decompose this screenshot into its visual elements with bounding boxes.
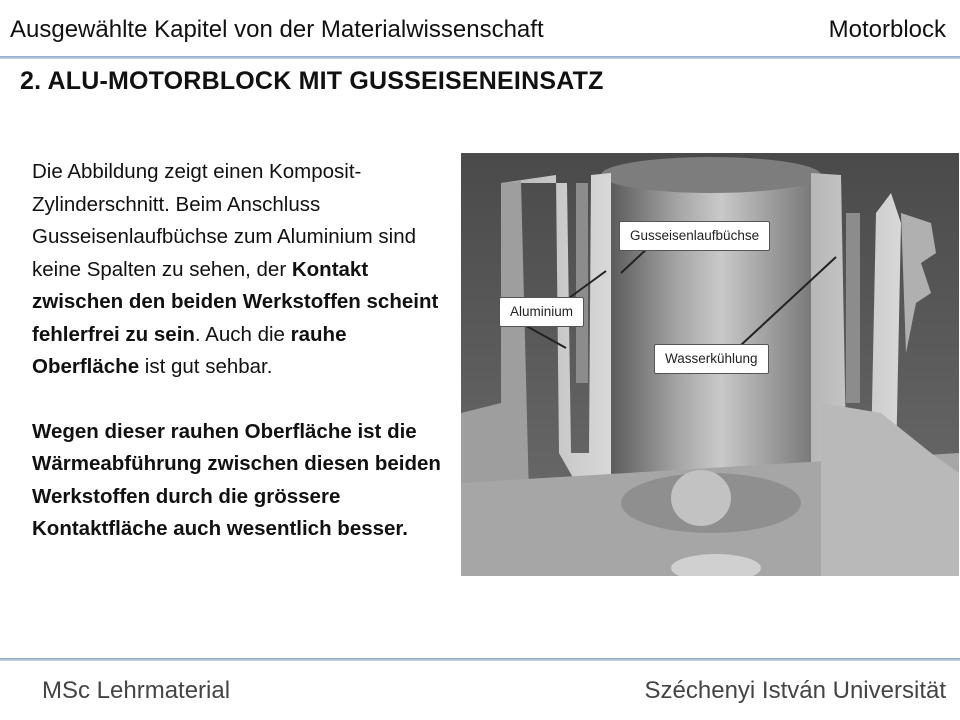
topic-title: Motorblock (828, 16, 946, 43)
footer-left-text: MSc Lehrmaterial (42, 677, 231, 704)
course-title: Ausgewählte Kapitel von der Materialwissenschaft (10, 16, 544, 43)
header-divider (0, 56, 960, 59)
slide-title: 2. ALU-MOTORBLOCK MIT GUSSEISENEINSATZ (20, 67, 604, 95)
footer-divider (0, 658, 960, 661)
label-wasserkuehlung: Wasserkühlung (654, 344, 769, 374)
cylinder-section-photo (461, 153, 959, 576)
para1-bold-contact: Kontakt zwischen den beiden Werkstoffen scheint fehlerfrei zu sein (32, 257, 439, 346)
label-gusseisenlaufbuechse: Gusseisenlaufbüchse (619, 221, 770, 251)
para2-bold: Wegen dieser rauhen Oberfläche ist die Wärmeabführung zwischen diesen beiden Werkstoffen durch die grössere Kontaktfläche auch wesentlich besser. (32, 419, 441, 540)
para1-text-c: . Auch die (194, 322, 291, 346)
para1-text-e: ist gut sehbar. (139, 355, 273, 378)
paragraph-2 (32, 416, 452, 546)
paragraph-spacer (32, 384, 452, 416)
para1-bold-surface: rauhe Oberfläche (32, 322, 347, 378)
footer-right-text: Széchenyi István Universität (644, 677, 946, 704)
para1-text-a: Die Abbildung zeigt einen Komposit-Zylinderschnitt. Beim Anschluss Gusseisenlaufbüchse zum Aluminium sind keine Spalten zu sehen, der (32, 160, 416, 281)
slide-body (32, 156, 452, 546)
paragraph-1 (32, 156, 452, 384)
label-aluminium: Aluminium (499, 297, 584, 327)
